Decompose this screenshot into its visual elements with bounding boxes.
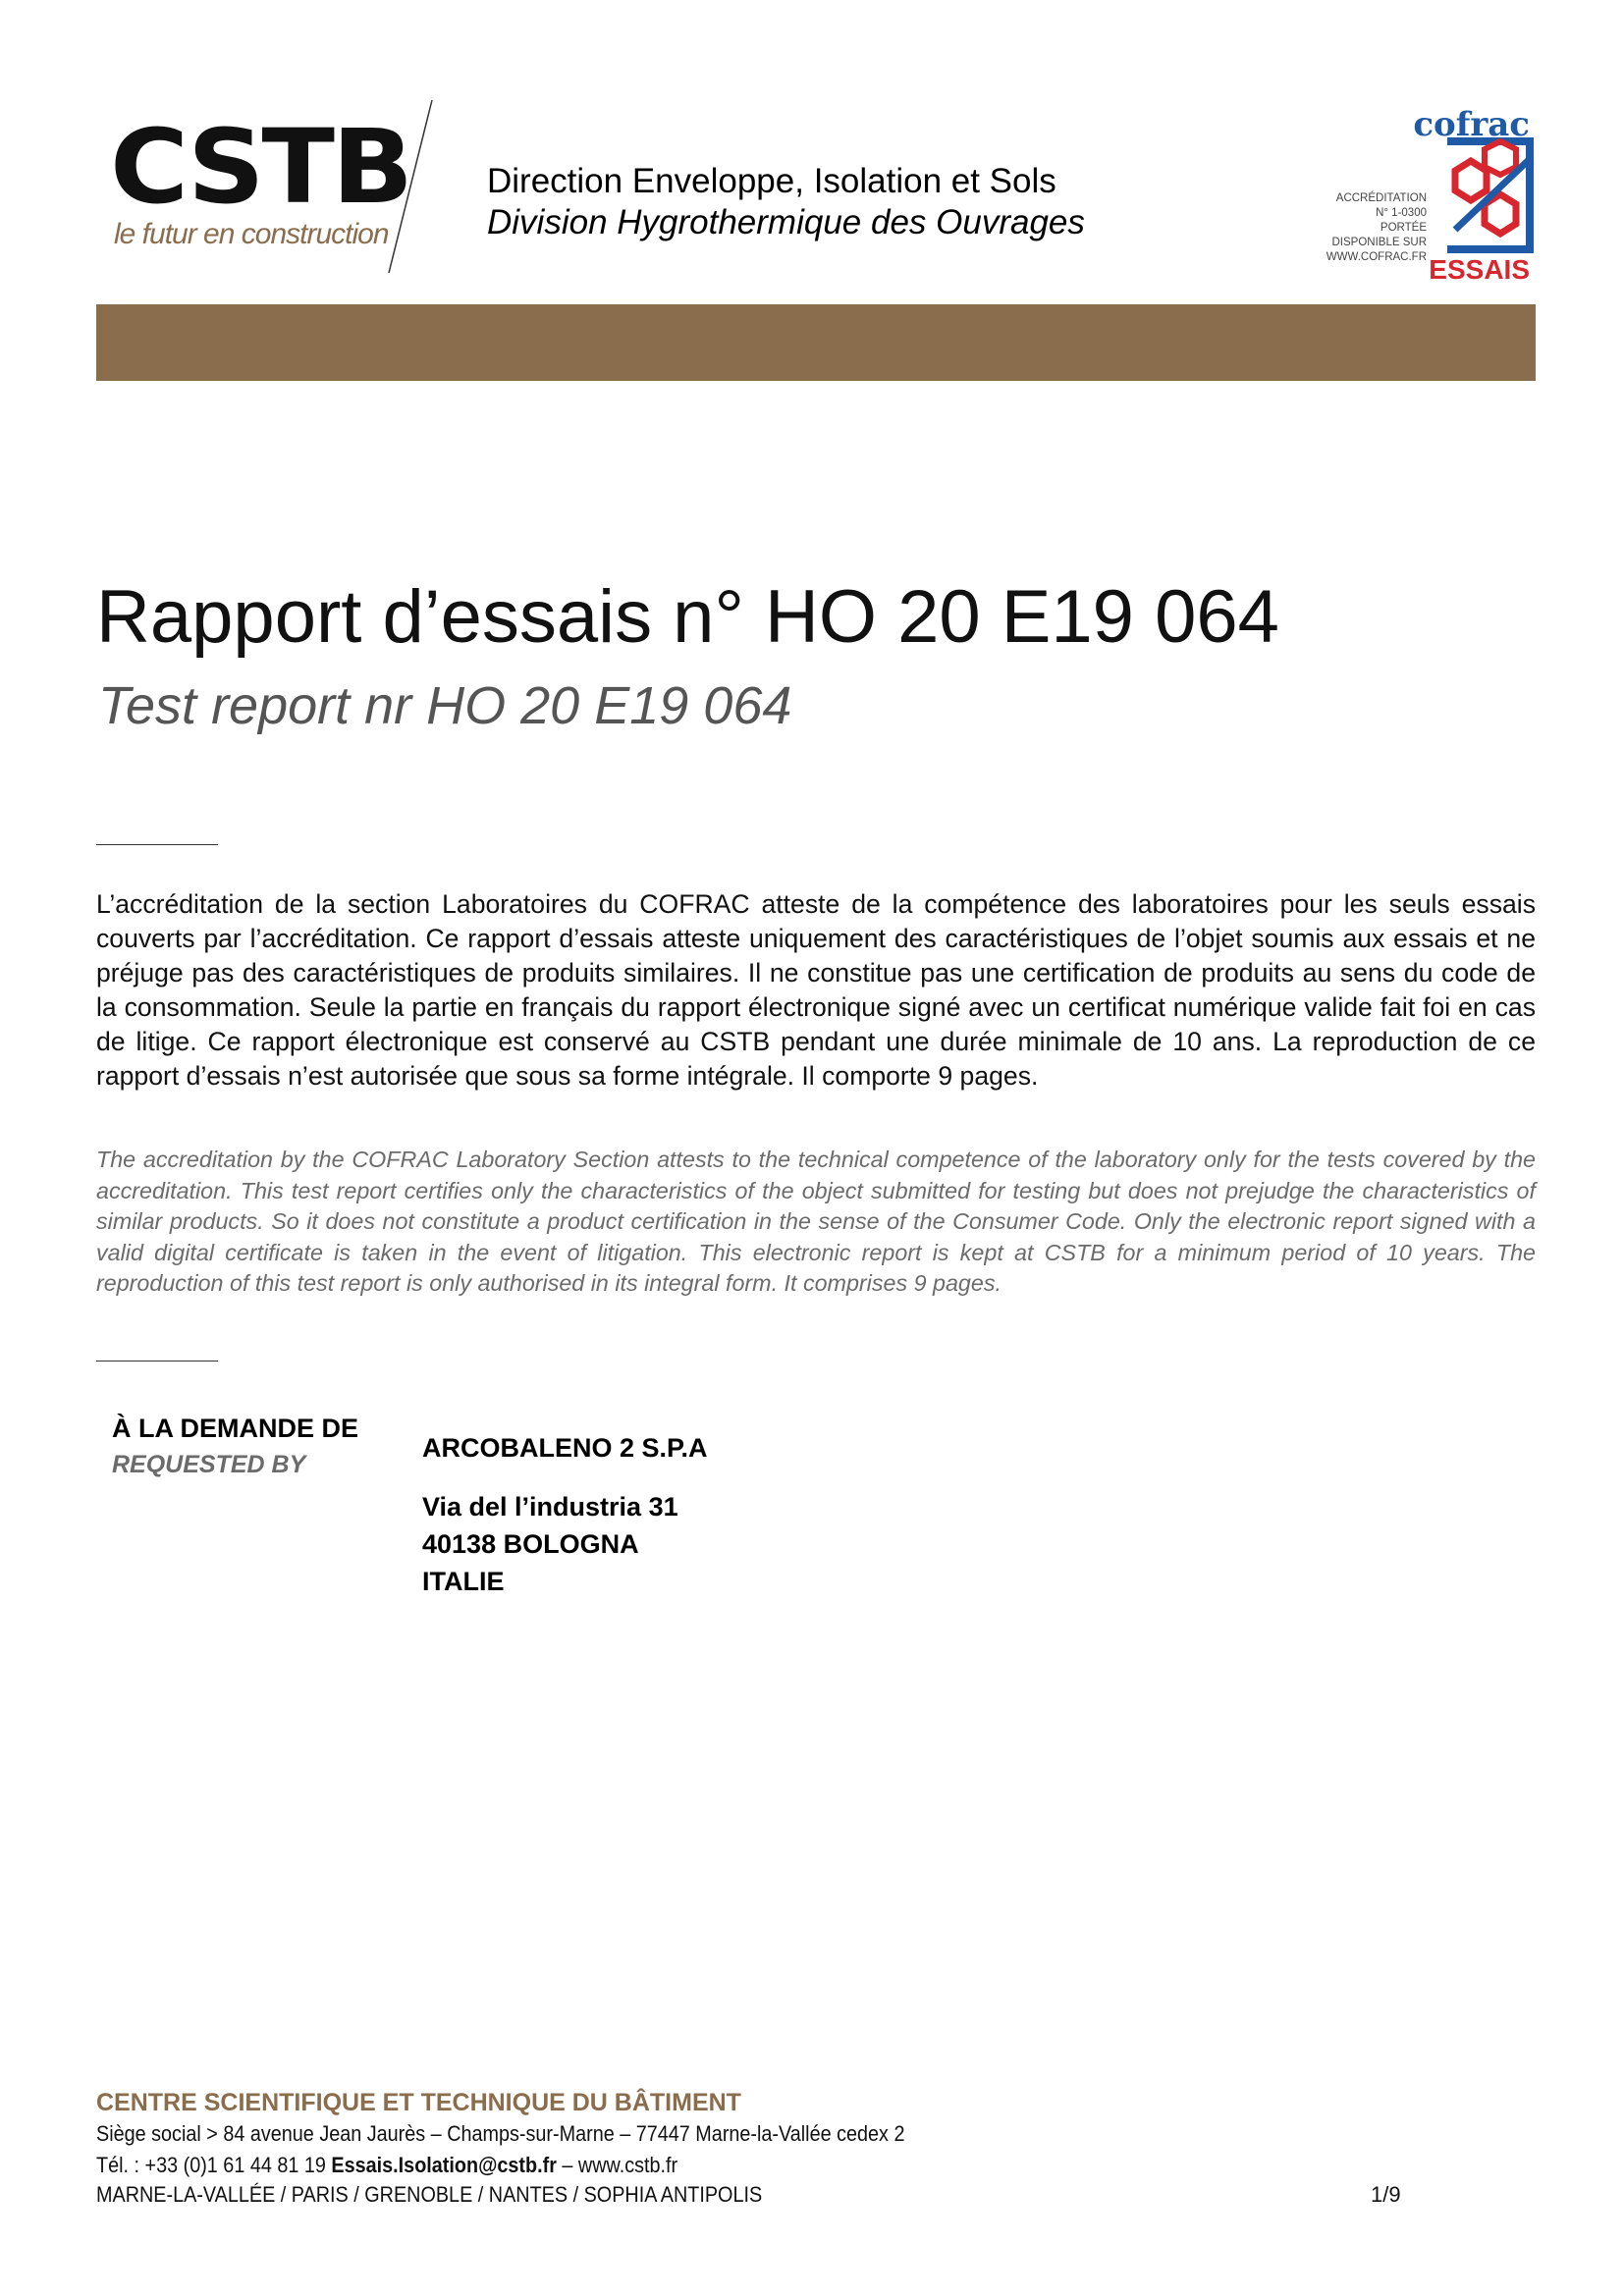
requester-label-fr: À LA DEMANDE DE: [112, 1414, 359, 1443]
department-title: Direction Enveloppe, Isolation et Sols: [487, 162, 1056, 200]
division-title: Division Hygrothermique des Ouvrages: [487, 203, 1085, 241]
section-divider: [96, 1361, 218, 1362]
cstb-logo-tagline: le futur en construction: [114, 218, 389, 250]
cofrac-line-3: PORTÉE: [1380, 222, 1427, 234]
cofrac-line-5: WWW.COFRAC.FR: [1326, 251, 1427, 263]
report-title: Rapport d’essais n° HO 20 E19 064: [96, 575, 1279, 659]
legal-notice-fr: L’accréditation de la section Laboratoires du COFRAC atteste de la compétence des laboratoires pour les seuls essais couverts par l’accréditation. Ce rapport d’essais atteste uniquement des caractéristiques de l’objet soumis aux essais et ne préjuge pas des caractéristiques de produits similaires. Il ne constitue pas une certification de produits au sens du code de la consommation. Seule la partie en français du rapport électronique signé avec un certificat numérique valide fait foi en cas de litige. Ce rapport électronique est conservé au CSTB pendant une durée minimale de 10 ans. La reproduction de ce rapport d’essais n’est autorisée que sous sa forme intégrale. Il comporte 9 pages.: [96, 889, 1536, 1091]
footer-organization: CENTRE SCIENTIFIQUE ET TECHNIQUE DU BÂTIMENT: [96, 2089, 741, 2116]
requester-name: ARCOBALENO 2 S.P.A: [422, 1433, 708, 1463]
requester-address-street: Via del l’industria 31: [422, 1492, 678, 1522]
header-color-band: [96, 304, 1536, 381]
cstb-logo-wordmark: CSTB: [110, 107, 410, 227]
report-subtitle: Test report nr HO 20 E19 064: [98, 676, 792, 735]
footer-contact: [96, 2152, 677, 2179]
cofrac-essais-label: ESSAIS: [1429, 254, 1530, 285]
cofrac-brand-text: cofrac: [1413, 105, 1530, 144]
footer-address: Siège social > 84 avenue Jean Jaurès – Champs-sur-Marne – 77447 Marne-la-Vallée cedex 2: [96, 2121, 905, 2146]
page-number: 1/9: [1371, 2182, 1401, 2207]
requester-label-en: REQUESTED BY: [112, 1451, 306, 1478]
cofrac-line-1: ACCRÉDITATION: [1335, 192, 1427, 204]
section-divider: [96, 844, 218, 845]
cofrac-accreditation-logo: [1326, 102, 1534, 285]
legal-notice-en: The accreditation by the COFRAC Laboratory Section attests to the technical competence of the laboratory only for the tests covered by the accreditation. This test report certifies only the characteristics of the object submitted for testing but does not prejudge the characteristics of similar products. So it does not constitute a product certification in the sense of the Consumer Code. Only the electronic report signed with a valid digital certificate is taken in the event of litigation. This electronic report is kept at CSTB for a minimum period of 10 years. The reproduction of this test report is only authorised in its integral form. It comprises 9 pages.: [96, 1147, 1536, 1296]
cofrac-line-4: DISPONIBLE SUR: [1331, 237, 1427, 248]
requester-address-city: 40138 BOLOGNA: [422, 1529, 639, 1559]
footer-sites: MARNE-LA-VALLÉE / PARIS / GRENOBLE / NANTES / SOPHIA ANTIPOLIS: [96, 2182, 763, 2207]
cofrac-line-2: N° 1-0300: [1376, 207, 1427, 219]
footer-email-link[interactable]: Essais.Isolation@cstb.fr: [331, 2153, 557, 2177]
footer-phone: Tél. : +33 (0)1 61 44 81 19: [96, 2153, 326, 2177]
header-divider: [381, 98, 479, 275]
cstb-logo: [110, 107, 410, 250]
footer-website-link[interactable]: – www.cstb.fr: [556, 2153, 678, 2177]
requester-address-country: ITALIE: [422, 1567, 505, 1596]
